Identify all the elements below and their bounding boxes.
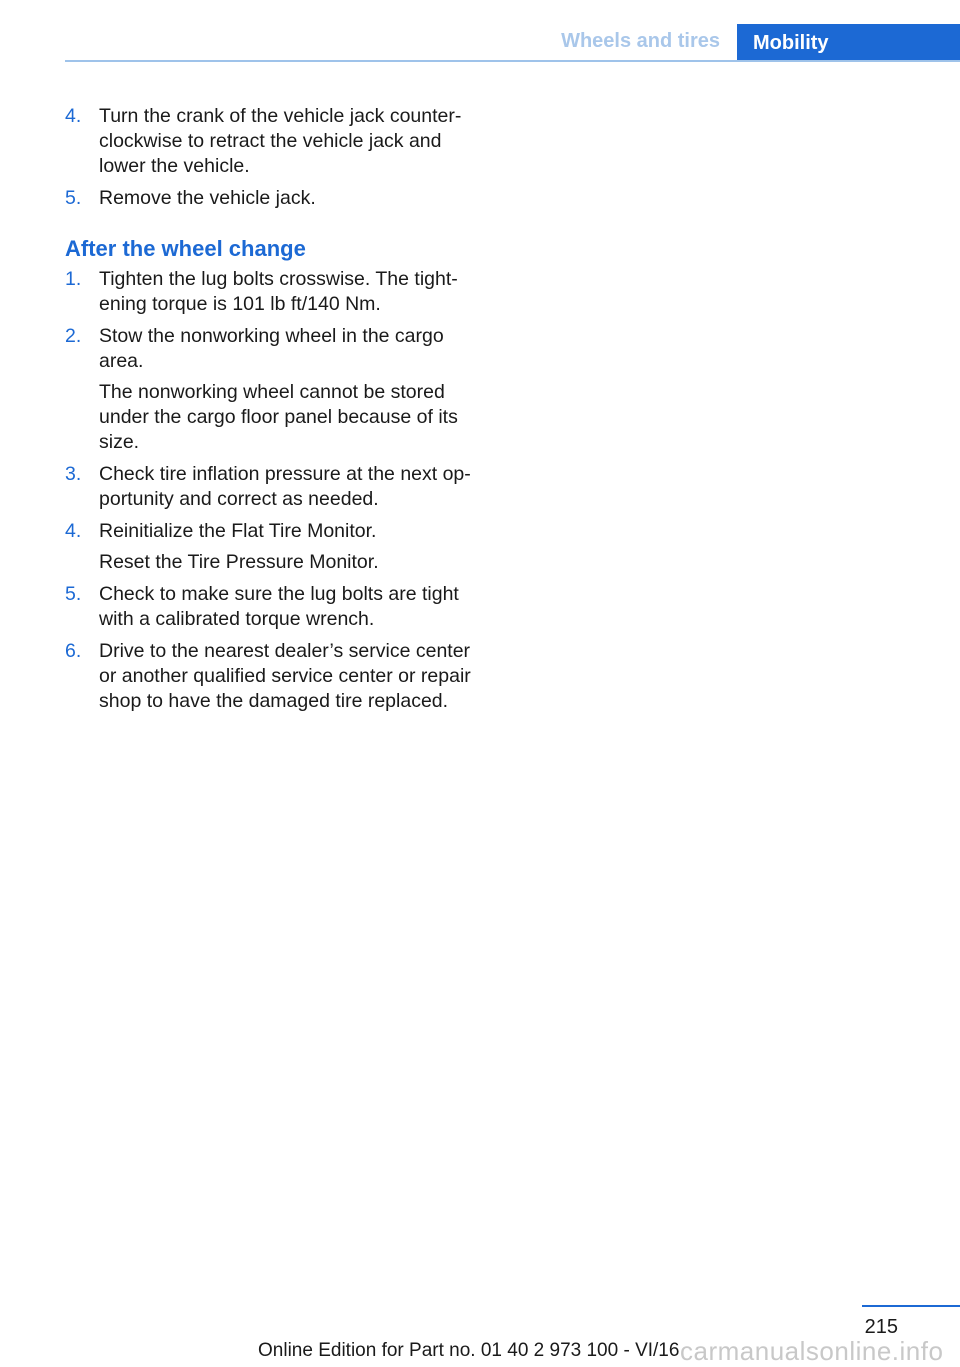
step-text: Remove the vehicle jack.	[99, 187, 316, 209]
step-note: The nonworking wheel cannot be stored under the cargo floor panel because of its size.	[99, 381, 458, 453]
step-number: 6.	[65, 640, 82, 662]
list-item	[65, 582, 485, 632]
step-note: Reset the Tire Pressure Monitor.	[99, 551, 379, 573]
list-item	[65, 104, 485, 179]
step-text: Turn the crank of the vehicle jack counter‐clockwise to retract the vehicle jack and lower the vehicle.	[99, 105, 462, 177]
edition-note: Online Edition for Part no. 01 40 2 973 100 - VI/16	[258, 1340, 680, 1361]
list-item	[65, 639, 485, 714]
step-number: 5.	[65, 583, 82, 605]
list-item	[65, 462, 485, 512]
header-divider	[65, 60, 960, 62]
footer-divider	[862, 1305, 960, 1307]
step-number: 1.	[65, 268, 82, 290]
step-number: 2.	[65, 325, 82, 347]
list-item	[65, 519, 485, 575]
step-text: Check tire inflation pressure at the next op‐portunity and correct as needed.	[99, 463, 471, 510]
step-text: Tighten the lug bolts crosswise. The tight‐ening torque is 101 lb ft/140 Nm.	[99, 268, 458, 315]
list-item	[65, 267, 485, 317]
step-text: Check to make sure the lug bolts are tight with a calibrated torque wrench.	[99, 583, 459, 630]
header-chapter-tab: Mobility	[737, 24, 960, 62]
list-item	[65, 324, 485, 455]
list-item	[65, 186, 485, 211]
page-content	[65, 104, 485, 721]
step-text: Drive to the nearest dealer’s service center or another qualified service center or repair shop to have the damaged tire replaced.	[99, 640, 471, 712]
step-number: 4.	[65, 520, 82, 542]
step-text: Reinitialize the Flat Tire Monitor.	[99, 520, 377, 542]
step-text: Stow the nonworking wheel in the cargo area.	[99, 325, 444, 372]
header-section-title: Wheels and tires	[561, 30, 720, 52]
section-heading: After the wheel change	[65, 236, 306, 261]
page-number: 215	[864, 1316, 898, 1338]
step-number: 5.	[65, 187, 82, 209]
step-number: 4.	[65, 105, 82, 127]
step-number: 3.	[65, 463, 82, 485]
watermark: carmanualsonline.info	[680, 1336, 944, 1366]
